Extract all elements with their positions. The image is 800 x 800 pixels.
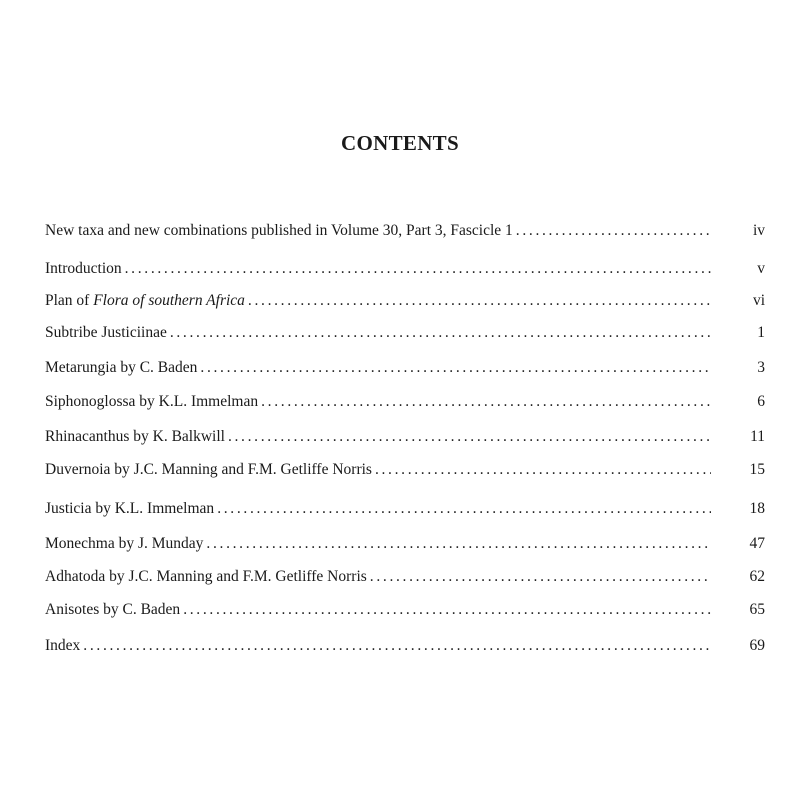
toc-entry-label: Adhatoda by J.C. Manning and F.M. Getliffe Norris — [45, 568, 367, 585]
toc-entry — [45, 355, 765, 381]
toc-dot-leader — [228, 424, 711, 450]
toc-entry — [45, 457, 765, 483]
toc-entry — [45, 496, 765, 522]
toc-entry — [45, 320, 765, 346]
toc-entry — [45, 424, 765, 450]
toc-entry-page: 18 — [749, 500, 765, 517]
toc-entry-label: Rhinacanthus by K. Balkwill — [45, 428, 225, 445]
toc-entry-page: 6 — [757, 393, 765, 410]
toc-entry — [45, 531, 765, 557]
toc-entry — [45, 256, 765, 282]
toc-dot-leader — [200, 355, 711, 381]
toc-entry-label: Introduction — [45, 260, 122, 277]
toc-entry-page: v — [757, 260, 765, 277]
toc-entry-page: vi — [752, 292, 765, 309]
toc-entry-page: 47 — [749, 535, 765, 552]
toc-entry-page: 65 — [749, 601, 765, 618]
toc-entry-label: Anisotes by C. Baden — [45, 601, 181, 618]
toc-dot-leader — [125, 256, 711, 282]
toc-entry-label: Justicia by K.L. Immelman — [45, 500, 215, 517]
toc-entry-page: 1 — [757, 324, 765, 341]
toc-entry-page: 15 — [749, 461, 765, 478]
toc-entry-page: 3 — [757, 359, 765, 376]
page-title: CONTENTS — [341, 131, 459, 155]
toc-dot-leader — [170, 320, 711, 346]
toc-entry-label: Subtribe Justiciinae — [45, 324, 167, 341]
toc-entry-label: Metarungia by C. Baden — [45, 359, 198, 376]
toc-entry — [45, 218, 765, 244]
toc-entry — [45, 633, 765, 659]
toc-entry-label-prefix: Plan of — [45, 292, 94, 309]
toc-dot-leader — [217, 496, 711, 522]
toc-entry-page: 69 — [749, 637, 765, 654]
toc-entry-label: Siphonoglossa by K.L. Immelman — [45, 393, 259, 410]
toc-entry — [45, 597, 765, 623]
toc-entry-label-italic: Flora of southern Africa — [93, 292, 245, 309]
toc-entry — [45, 389, 765, 415]
toc-dot-leader — [370, 564, 711, 590]
toc-dot-leader — [261, 389, 711, 415]
toc-entry — [45, 288, 765, 314]
toc-entry-page: iv — [752, 222, 765, 239]
toc-dot-leader — [516, 218, 711, 244]
toc-entry-label: Monechma by J. Munday — [45, 535, 204, 552]
toc-entry-label: New taxa and new combinations published in Volume 30, Part 3, Fascicle 1 — [45, 222, 513, 239]
toc-dot-leader — [375, 457, 711, 483]
toc-entry-page: 62 — [749, 568, 765, 585]
toc-entry-page: 11 — [750, 428, 765, 445]
toc-dot-leader — [248, 288, 711, 314]
toc-entry — [45, 564, 765, 590]
toc-dot-leader — [183, 597, 711, 623]
toc-entry-label — [45, 288, 245, 314]
toc-entry-label: Duvernoia by J.C. Manning and F.M. Getliffe Norris — [45, 461, 372, 478]
toc-dot-leader — [83, 633, 711, 659]
toc-dot-leader — [206, 531, 711, 557]
toc-entry-label: Index — [45, 637, 81, 654]
